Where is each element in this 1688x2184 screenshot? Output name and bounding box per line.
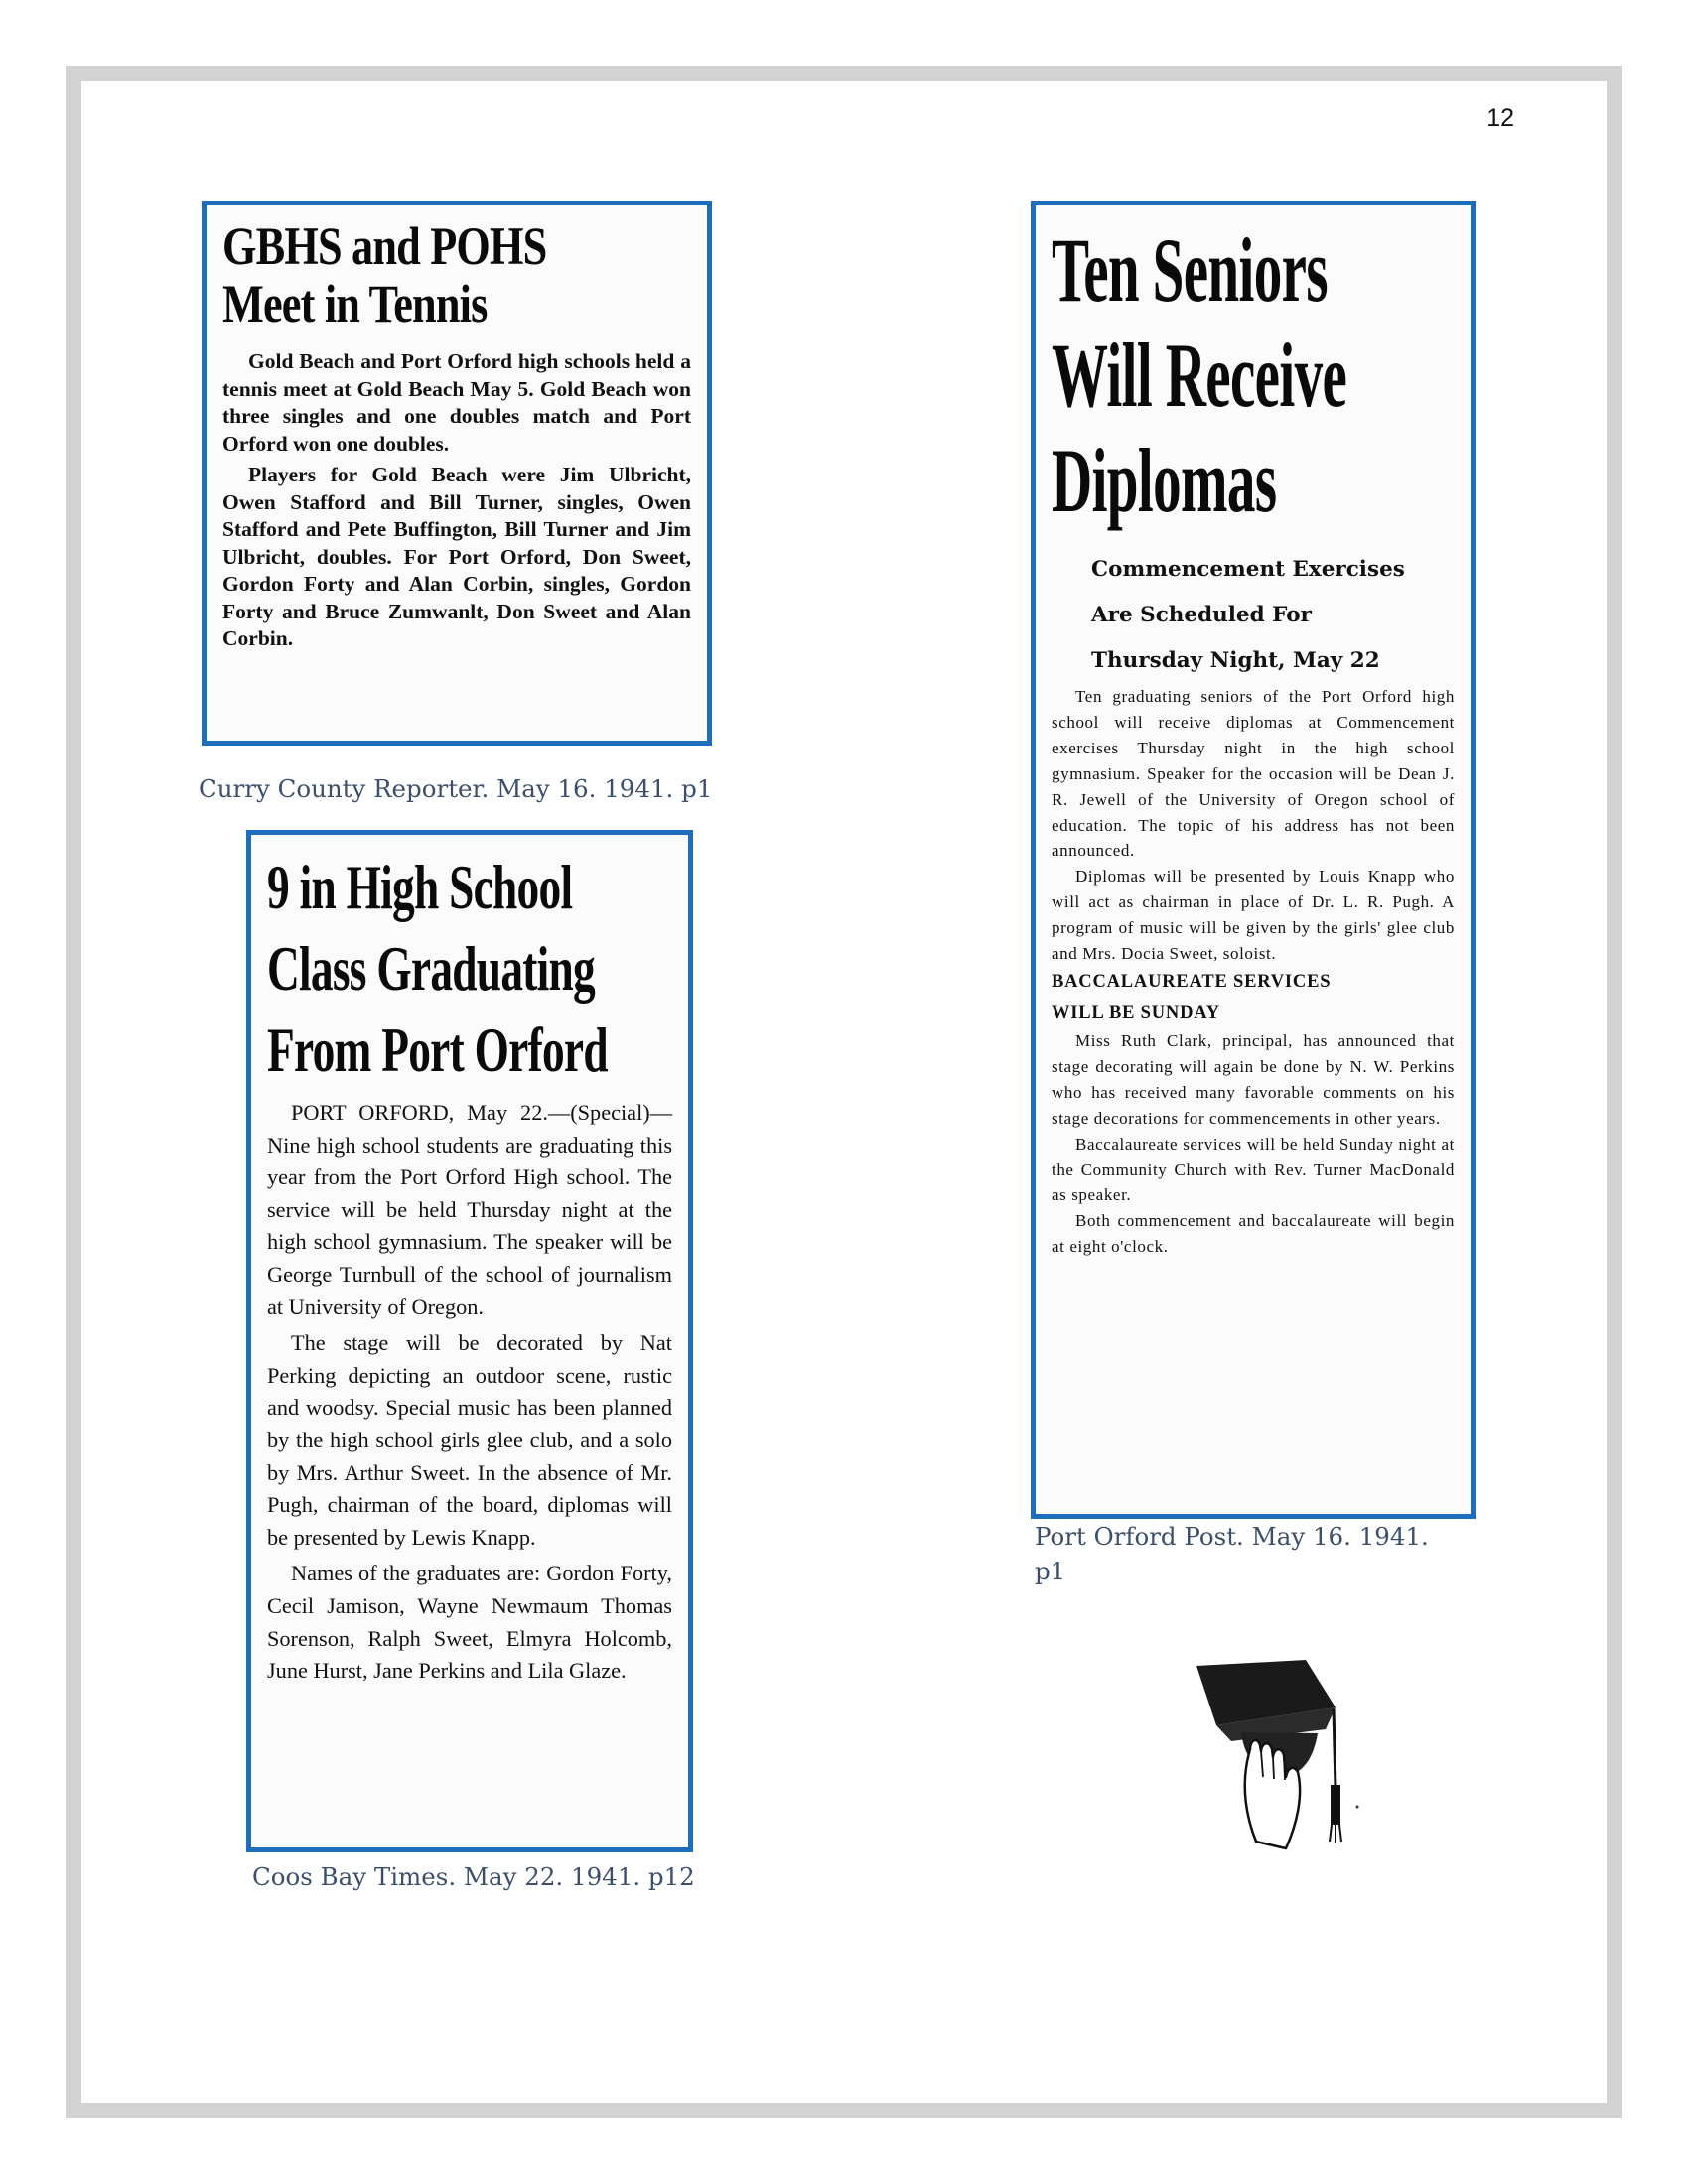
clipping-graduating-class xyxy=(246,830,693,1852)
sub-headline-line: Thursday Night, May 22 xyxy=(1091,648,1380,673)
article-paragraph: Gold Beach and Port Orford high schools held a tennis meet at Gold Beach May 5. Gold Beach won three singles and one doubles match and Port Orford won one doubles. xyxy=(222,349,691,456)
article-paragraph: Baccalaureate services will be held Sunday night at the Community Church with Rev. Turner MacDonald as speaker. xyxy=(1052,1134,1455,1205)
article-paragraph: Names of the graduates are: Gordon Forty, Cecil Jamison, Wayne Newmaum Thomas Sorenson, Ralph Sweet, Elmyra Holcomb, June Hurst, Jane Perkins and Lila Glaze. xyxy=(267,1561,672,1684)
headline-line: Meet in Tennis xyxy=(222,274,488,334)
page-number: 12 xyxy=(1486,104,1514,132)
article-paragraph: Miss Ruth Clark, principal, has announced that stage decorating will again be done by N. W. Perkins who has received many favorable comments on his stage decorations for commencements in other years. xyxy=(1052,1030,1455,1128)
article-paragraph: Ten graduating seniors of the Port Orford high school will receive diplomas at Commencement exercises Thursday night in the high school gymnasium. Speaker for the occasion will be Dean J. R. Jewell of the University of Oregon school of education. The topic of his address has not been announced. xyxy=(1052,687,1455,861)
headline-line: Ten Seniors xyxy=(1052,219,1328,321)
headline-line: Class Graduating xyxy=(267,934,596,1004)
article-paragraph: The stage will be decorated by Nat Perking depicting an outdoor scene, rustic and woodsy. Special music has been planned by the high school girls glee club, and a solo by Mrs. Arthur Sweet. In the absence of Mr. Pugh, chairman of the board, diplomas will be presented by Lewis Knapp. xyxy=(267,1330,672,1550)
clipping-tennis xyxy=(202,201,712,746)
section-heading-line: WILL BE SUNDAY xyxy=(1052,1002,1220,1023)
clipping-headline xyxy=(267,847,672,1091)
article-paragraph: PORT ORFORD, May 22.—(Special)—Nine high school students are graduating this year from the Port Orford High school. The service will be held Thursday night at the high school gymnasium. The speaker will be George Turnbull of the school of journalism at University of Oregon. xyxy=(267,1100,672,1319)
article-paragraph: Diplomas will be presented by Louis Knapp who will act as chairman in place of Dr. L. R. Pugh. A program of music will be given by the girls' glee club and Mrs. Docia Sweet, soloist. xyxy=(1052,867,1455,964)
clipping-headline xyxy=(222,217,691,333)
headline-line: GBHS and POHS xyxy=(222,216,547,276)
graduation-cap-hand-icon xyxy=(1187,1638,1370,1856)
source-caption: Coos Bay Times. May 22. 1941. p12 xyxy=(252,1862,695,1891)
source-caption: Port Orford Post. May 16. 1941. p1 xyxy=(1035,1522,1429,1585)
article-paragraph: Both commencement and baccalaureate will begin at eight o'clock. xyxy=(1052,1211,1455,1257)
headline-line: Will Receive xyxy=(1052,325,1347,426)
source-caption: Curry County Reporter. May 16. 1941. p1 xyxy=(199,774,713,803)
section-heading-line: BACCALAUREATE SERVICES xyxy=(1052,971,1332,992)
headline-line: Diplomas xyxy=(1052,430,1277,531)
headline-line: 9 in High School xyxy=(267,853,573,922)
section-heading xyxy=(1052,967,1455,1028)
sub-headline-line: Are Scheduled For xyxy=(1091,603,1312,627)
headline-line: From Port Orford xyxy=(267,1016,608,1085)
clipping-headline xyxy=(1052,217,1457,533)
article-paragraph: Players for Gold Beach were Jim Ulbricht, Owen Stafford and Bill Turner, singles, Owen Stafford and Pete Buffington, Bill Turner and Jim Ulbricht, doubles. For Port Orford, Don Sweet, Gordon Forty and Alan Corbin, singles, Gordon Forty and Bruce Zumwanlt, Don Sweet and Alan Corbin. xyxy=(222,463,691,650)
sub-headline xyxy=(1052,547,1455,684)
clipping-ten-seniors xyxy=(1031,201,1476,1519)
sub-headline-line: Commencement Exercises xyxy=(1091,557,1405,582)
